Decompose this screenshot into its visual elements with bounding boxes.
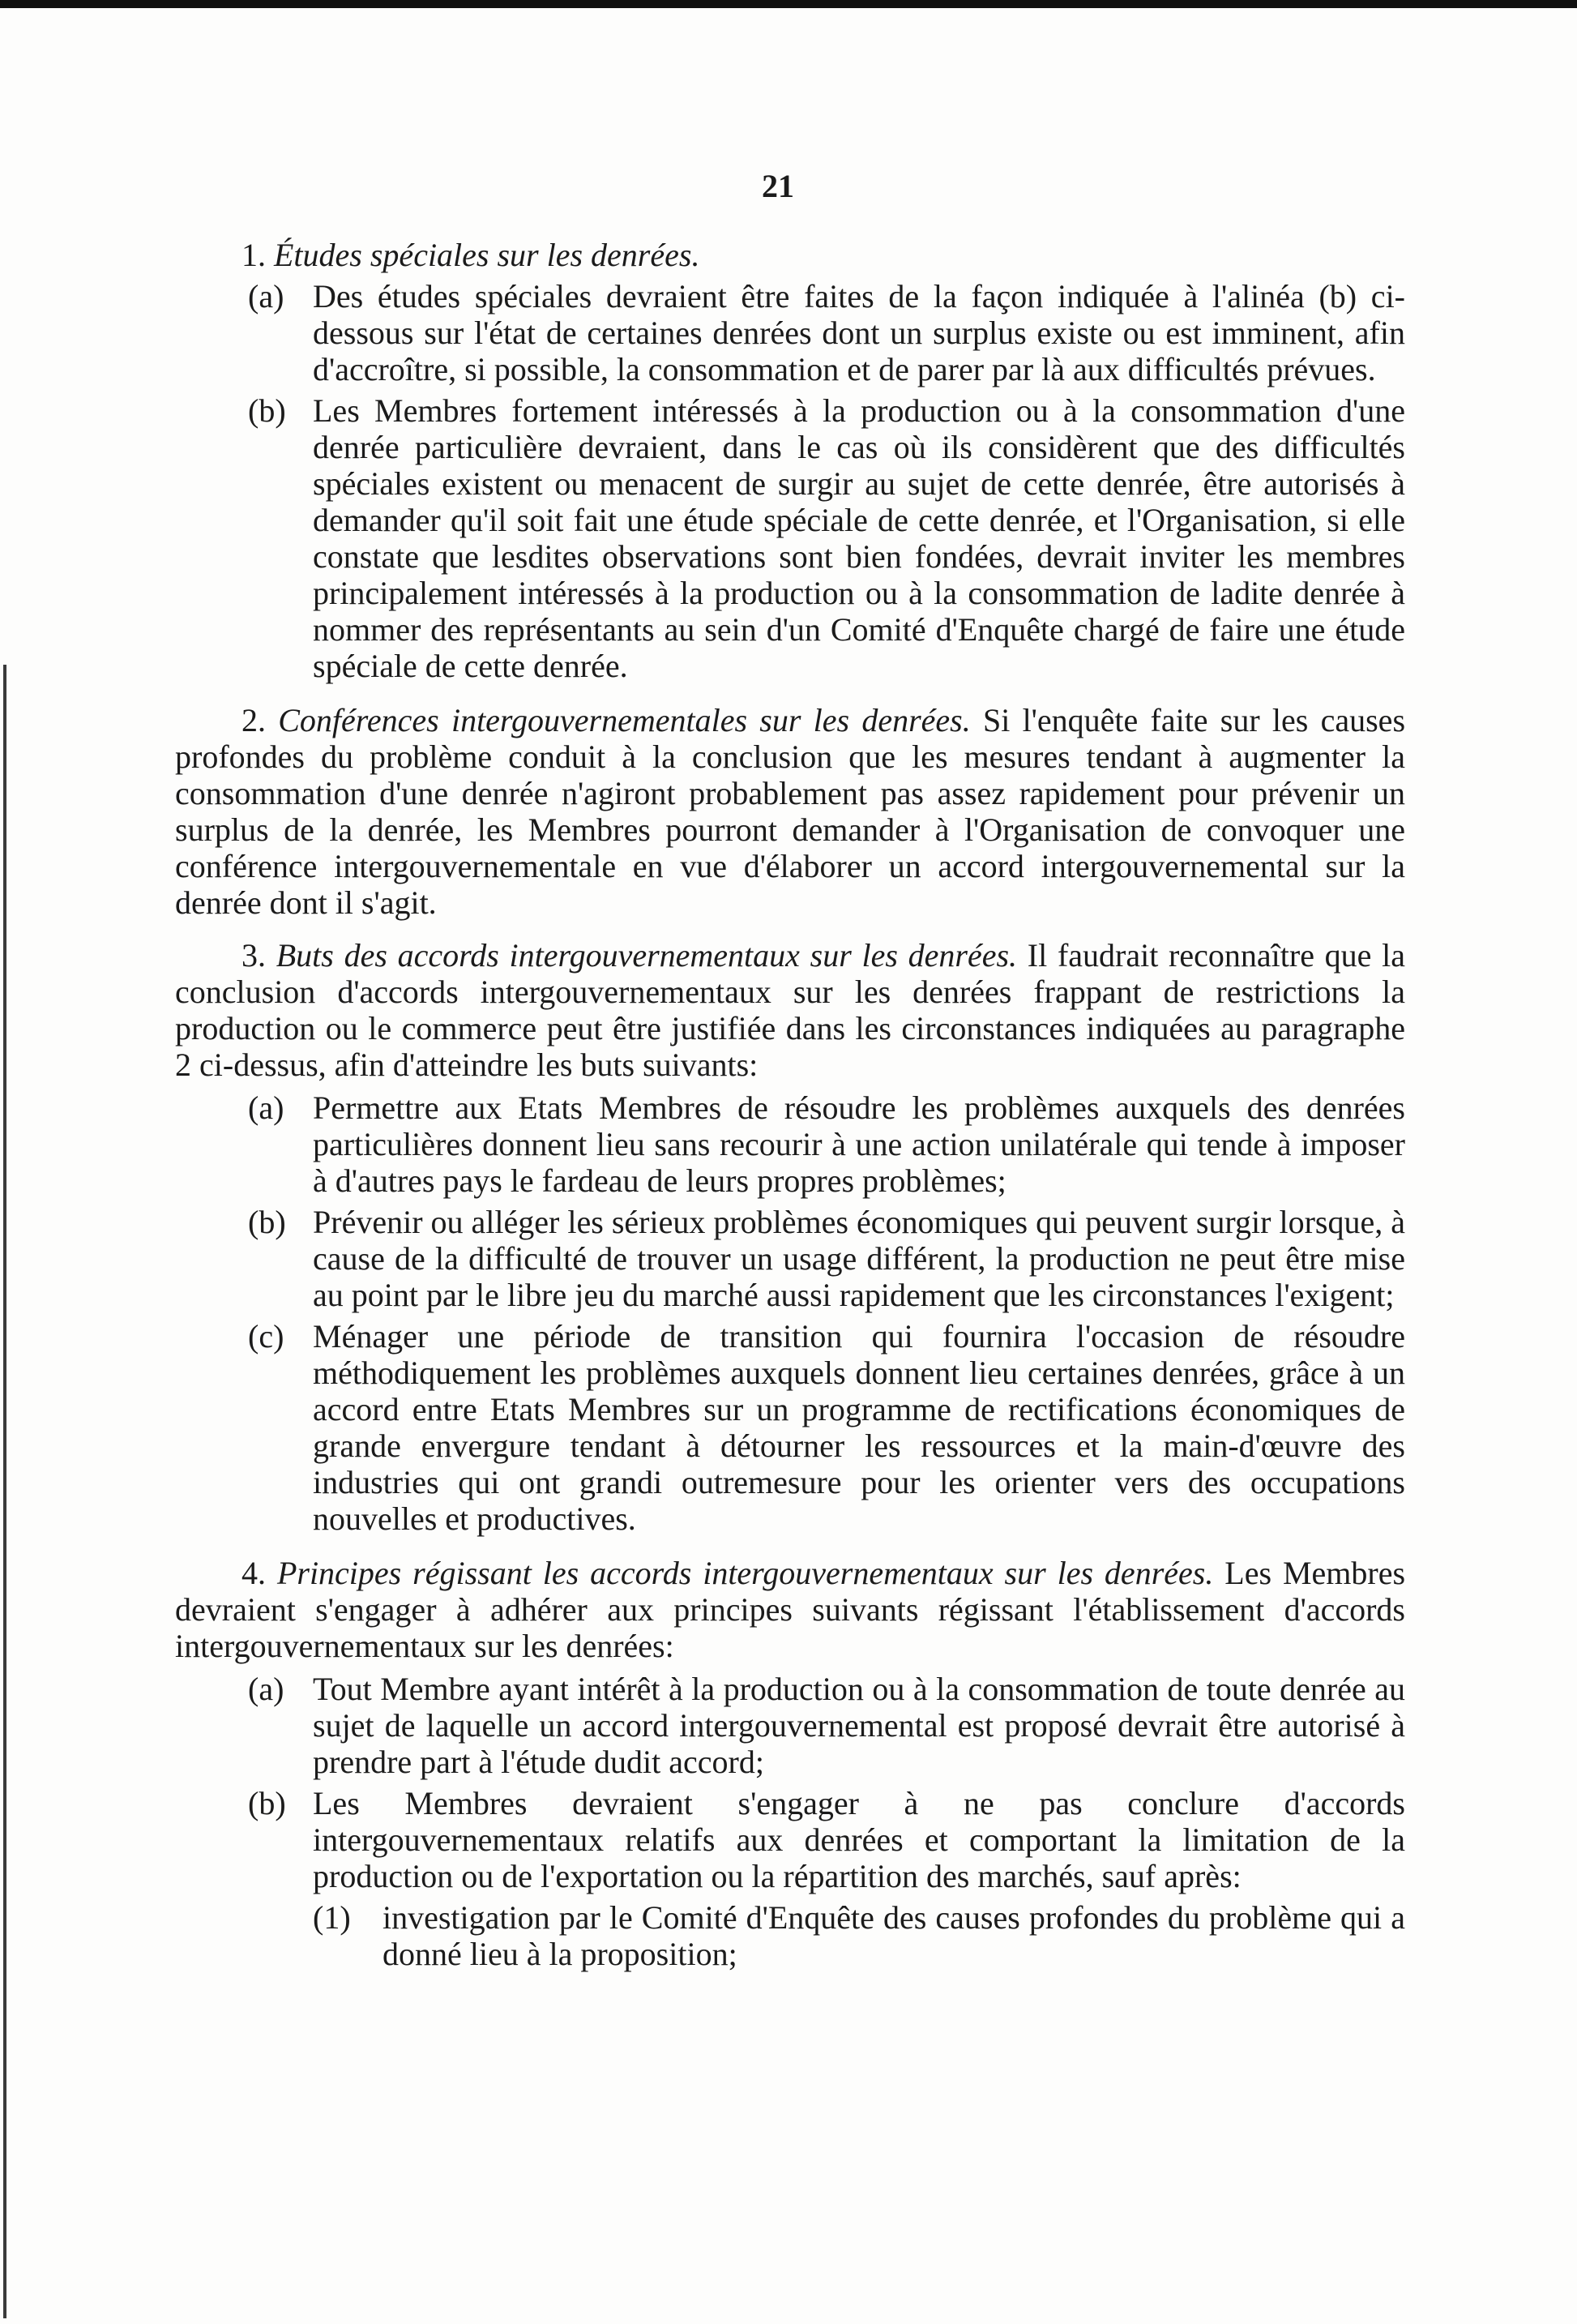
section-2-text: Si l'enquête faite sur les causes profondes du problème conduit à la conclusion que les mesures tendant à augmenter la consommation d'une denrée n'agiront probablement pas assez rapidement pour prévenir un surplus de la denrée, les Membres pourront demander à l'Organisation de convoquer une conférence intergouvernementale en vue d'élaborer un accord intergouvernemental sur la denrée dont il s'agit. xyxy=(175,702,1406,921)
item-text: Permettre aux Etats Membres de résoudre les problèmes auxquels des denrées particulières donnent lieu sans recourir à une action unilatérale qui tende à imposer à d'autres pays le fardeau de leurs propres problèmes; xyxy=(313,1089,1405,1199)
scan-top-edge xyxy=(0,0,1577,8)
section-1-number: 1. xyxy=(241,237,266,273)
section-4-item-b xyxy=(175,1785,1405,1894)
section-3-item-b xyxy=(175,1204,1405,1313)
item-label: (a) xyxy=(248,1671,284,1707)
item-label: (a) xyxy=(248,1089,284,1126)
item-text: Tout Membre ayant intérêt à la production ou à la consommation de toute denrée au sujet de laquelle un accord intergouvernemental est proposé devrait être autorisé à prendre part à l'étude dudit accord; xyxy=(313,1671,1405,1780)
section-3-paragraph xyxy=(175,937,1405,1083)
section-1-title: Études spéciales sur les denrées. xyxy=(274,237,700,273)
item-text: Prévenir ou alléger les sérieux problèmes économiques qui peuvent surgir lorsque, à cause de la difficulté de trouver un usage différent, la production ne peut être mise au point par le libre jeu du marché aussi rapidement que les circonstances l'exigent; xyxy=(313,1204,1405,1313)
section-2-paragraph xyxy=(175,702,1405,921)
item-text: Les Membres fortement intéressés à la production ou à la consommation d'une denrée particulière devraient, dans le cas où ils considèrent que des difficultés spéciales existent ou menacent de surgir au sujet de cette denrée, être autorisés à demander qu'il soit fait une étude spéciale de cette denrée, et l'Organisation, si elle constate que lesdites observations sont bien fondées, devrait inviter les membres principalement intéressés à la production ou à la consommation de ladite denrée à nommer des représentants au sein d'un Comité d'Enquête chargé de faire une étude spéciale de cette denrée. xyxy=(313,392,1405,684)
section-4-item-a xyxy=(175,1671,1405,1780)
sub-item-text: investigation par le Comité d'Enquête des causes profondes du problème qui a donné lieu à la proposition; xyxy=(382,1899,1405,1972)
section-4-text: Les Membres devraient s'engager à adhérer aux principes suivants régissant l'établissement d'accords intergouvernementaux sur les denrées: xyxy=(175,1555,1406,1664)
item-label: (c) xyxy=(248,1318,284,1355)
section-1-heading xyxy=(241,237,1405,273)
section-4-item-b-sub-1 xyxy=(175,1899,1405,1972)
section-3-number: 3. xyxy=(241,937,266,974)
section-4-paragraph xyxy=(175,1555,1405,1664)
section-1-item-a xyxy=(175,278,1405,387)
sub-item-label: (1) xyxy=(313,1899,351,1936)
section-3-item-a xyxy=(175,1089,1405,1199)
item-text: Les Membres devraient s'engager à ne pas conclure d'accords intergouvernementaux relatifs aux denrées et comportant la limitation de la production ou de l'exportation ou la répartition des marchés, sauf après: xyxy=(313,1785,1405,1894)
item-label: (b) xyxy=(248,392,286,429)
document-body xyxy=(175,237,1405,1977)
section-4-number: 4. xyxy=(241,1555,266,1591)
section-2-title: Conférences intergouvernementales sur les denrées. xyxy=(278,702,971,738)
item-label: (b) xyxy=(248,1204,286,1240)
item-label: (a) xyxy=(248,278,284,315)
scan-binding-edge xyxy=(3,665,6,2318)
section-2-number: 2. xyxy=(241,702,266,738)
item-text: Ménager une période de transition qui fournira l'occasion de résoudre méthodiquement les problèmes auxquels donnent lieu certaines denrées, grâce à un accord entre Etats Membres sur un programme de rectifications économiques de grande envergure tendant à détourner les ressources et la main-d'œuvre des industries qui ont grandi outremesure pour les orienter vers des occupations nouvelles et productives. xyxy=(313,1318,1405,1537)
item-label: (b) xyxy=(248,1785,286,1821)
item-text: Des études spéciales devraient être faites de la façon indiquée à l'alinéa (b) ci-dessous sur l'état de certaines denrées dont un surplus existe ou est imminent, afin d'accroître, si possible, la consommation et de parer par là aux difficultés prévues. xyxy=(313,278,1405,387)
section-4-title: Principes régissant les accords intergouvernementaux sur les denrées. xyxy=(276,1555,1214,1591)
section-3-item-c xyxy=(175,1318,1405,1537)
page-number: 21 xyxy=(762,168,794,204)
section-3-text: Il faudrait reconnaître que la conclusion d'accords intergouvernementaux sur les denrées frappant de restrictions la production ou le commerce peut être justifiée dans les circonstances indiquées au paragraphe 2 ci-dessus, afin d'atteindre les buts suivants: xyxy=(175,937,1406,1083)
section-1-item-b xyxy=(175,392,1405,684)
section-3-title: Buts des accords intergouvernementaux sur les denrées. xyxy=(276,937,1018,974)
